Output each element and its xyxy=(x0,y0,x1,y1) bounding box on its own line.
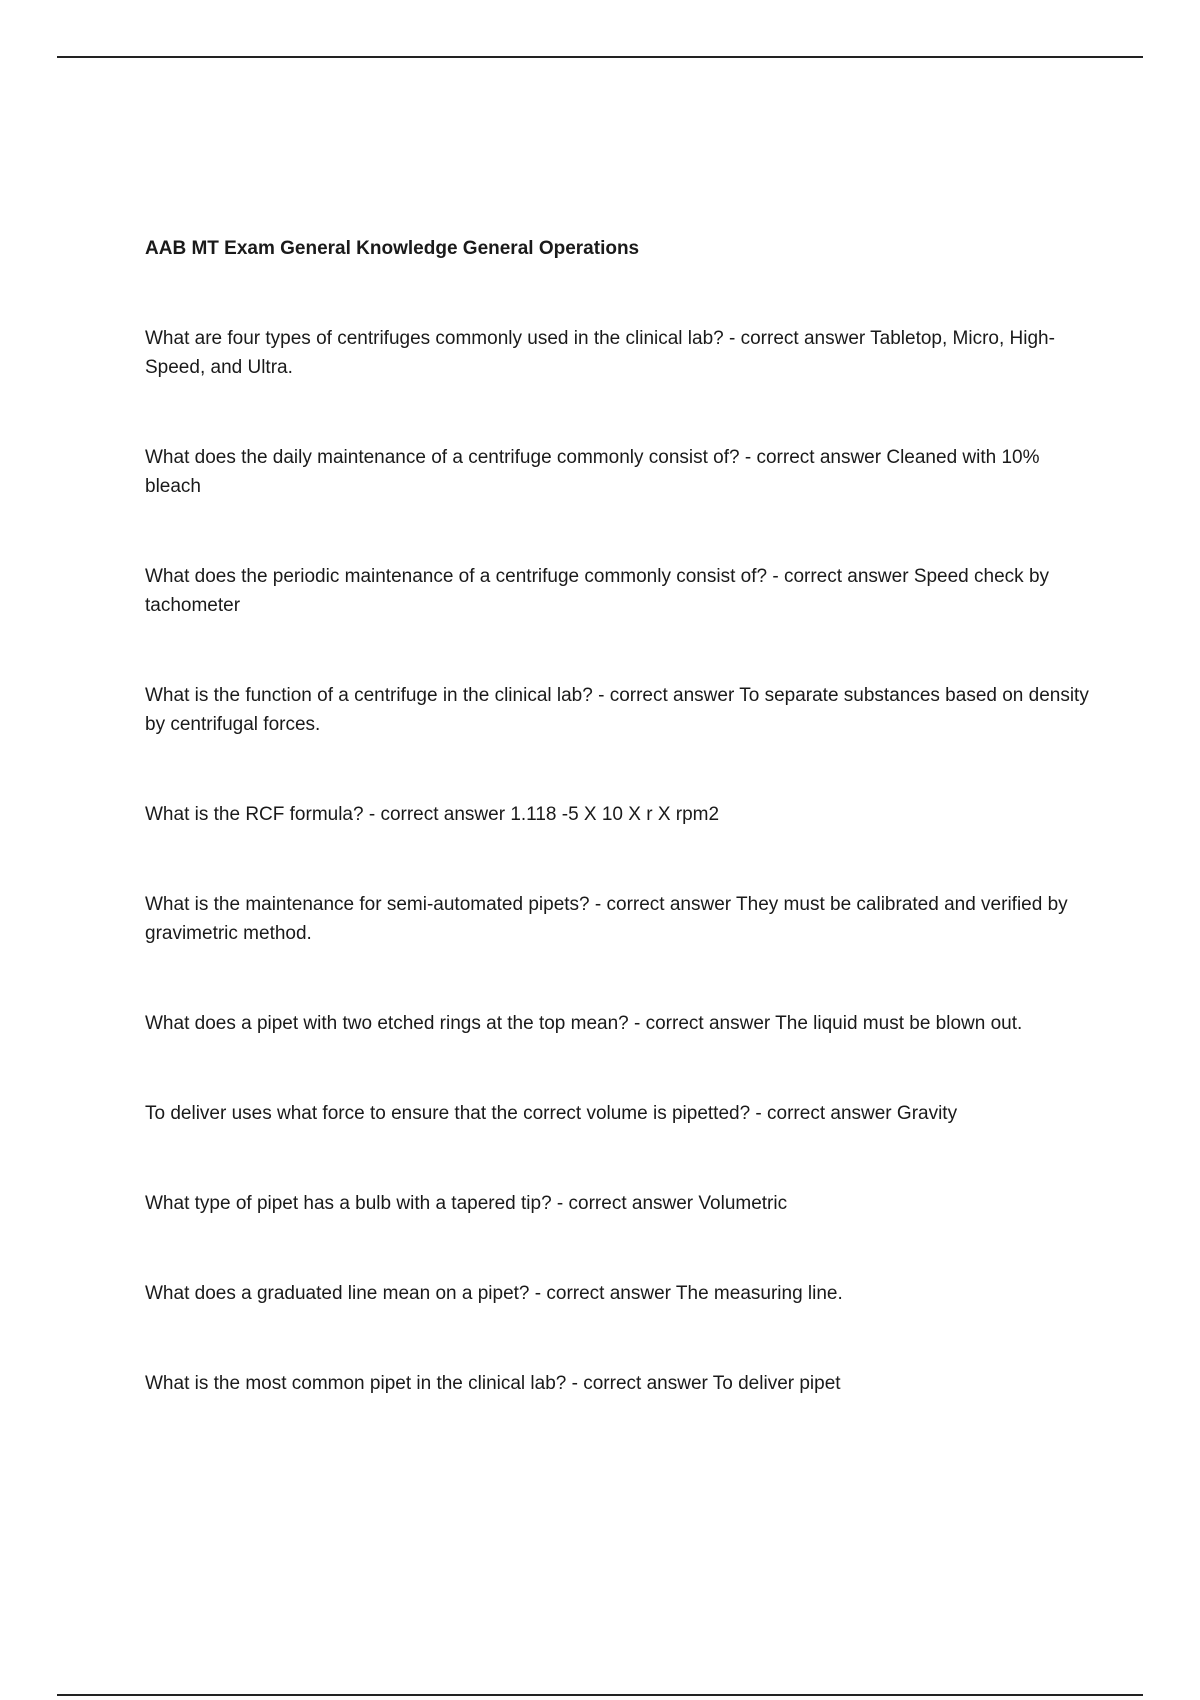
qa-item-9: What type of pipet has a bulb with a tapered tip? - correct answer Volumetric xyxy=(145,1193,788,1214)
qa-item-8: To deliver uses what force to ensure that the correct volume is pipetted? - correct answer Gravity xyxy=(145,1103,958,1124)
qa-item-2: What does the daily maintenance of a centrifuge commonly consist of? - correct answer Cleaned with 10% bleach xyxy=(145,447,1040,497)
qa-item-7: What does a pipet with two etched rings at the top mean? - correct answer The liquid must be blown out. xyxy=(145,1013,1023,1034)
qa-item-11: What is the most common pipet in the clinical lab? - correct answer To deliver pipet xyxy=(145,1373,841,1394)
document-body xyxy=(145,234,1090,1459)
footer-rule xyxy=(57,1694,1143,1696)
qa-item-5: What is the RCF formula? - correct answer 1.118 -5 X 10 X r X rpm2 xyxy=(145,804,720,825)
qa-item-10: What does a graduated line mean on a pipet? - correct answer The measuring line. xyxy=(145,1283,843,1304)
header-rule xyxy=(57,56,1143,58)
qa-item-6: What is the maintenance for semi-automated pipets? - correct answer They must be calibrated and verified by gravimetric method. xyxy=(145,894,1068,944)
document-title: AAB MT Exam General Knowledge General Operations xyxy=(145,238,640,259)
qa-item-1: What are four types of centrifuges commonly used in the clinical lab? - correct answer Tabletop, Micro, High-Speed, and Ultra. xyxy=(145,328,1055,378)
qa-item-3: What does the periodic maintenance of a centrifuge commonly consist of? - correct answer Speed check by tachometer xyxy=(145,566,1050,616)
qa-list xyxy=(145,324,1090,1398)
qa-item-4: What is the function of a centrifuge in the clinical lab? - correct answer To separate substances based on density by centrifugal forces. xyxy=(145,685,1089,735)
